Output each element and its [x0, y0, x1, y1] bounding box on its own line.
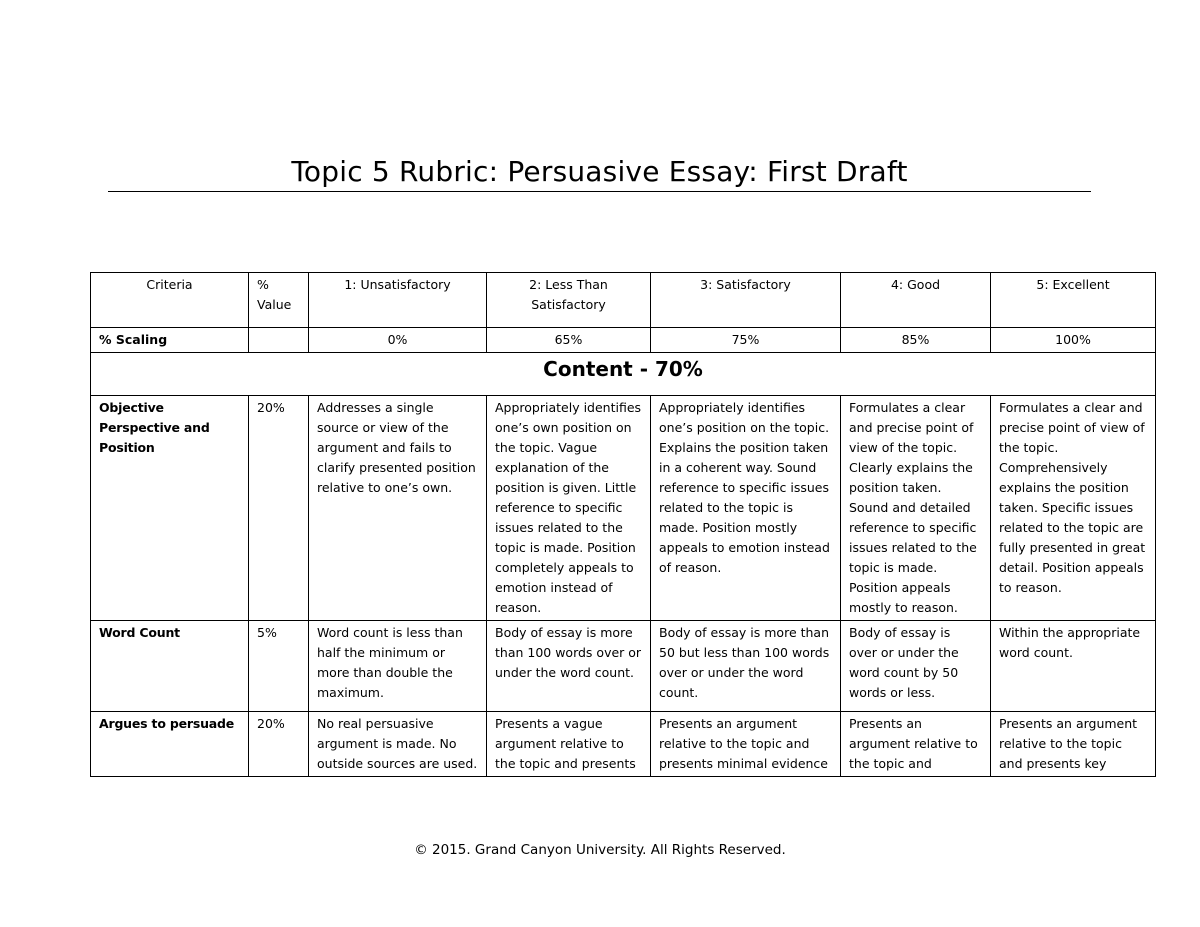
- row-value: 20%: [249, 396, 309, 621]
- row-level-4: Body of essay is over or under the word count by 50 words or less.: [841, 621, 991, 712]
- row-level-2: Presents a vague argument relative to the topic and presents: [487, 712, 651, 777]
- rubric-table: [90, 272, 1156, 777]
- scaling-label: % Scaling: [91, 328, 249, 353]
- header-criteria: Criteria: [91, 273, 249, 328]
- scaling-level-3: 75%: [651, 328, 841, 353]
- header-level-4: 4: Good: [841, 273, 991, 328]
- table-row: [91, 621, 1156, 712]
- row-level-1: Addresses a single source or view of the argument and fails to clarify presented position relative to one’s own.: [309, 396, 487, 621]
- row-level-5: Presents an argument relative to the topic and presents key: [991, 712, 1156, 777]
- row-value: 5%: [249, 621, 309, 712]
- header-level-1: 1: Unsatisfactory: [309, 273, 487, 328]
- section-row: [91, 353, 1156, 396]
- row-level-3: Appropriately identifies one’s position on the topic. Explains the position taken in a coherent way. Sound reference to specific issues related to the topic is made. Position mostly appeals to emotion instead of reason.: [651, 396, 841, 621]
- header-value: [249, 273, 309, 328]
- header-value-text: % Value: [257, 277, 292, 312]
- row-criteria: Objective Perspective and Position: [91, 396, 249, 621]
- row-level-2: Body of essay is more than 100 words over or under the word count.: [487, 621, 651, 712]
- row-level-4: Presents an argument relative to the topic and: [841, 712, 991, 777]
- row-level-1: Word count is less than half the minimum or more than double the maximum.: [309, 621, 487, 712]
- copyright-footer: © 2015. Grand Canyon University. All Rights Reserved.: [414, 842, 786, 858]
- row-level-2: Appropriately identifies one’s own position on the topic. Vague explanation of the position is given. Little reference to specific issues related to the topic is made. Position completely appeals to emotion instead of reason.: [487, 396, 651, 621]
- row-criteria: Word Count: [91, 621, 249, 712]
- row-level-5: Within the appropriate word count.: [991, 621, 1156, 712]
- row-criteria: Argues to persuade: [91, 712, 249, 777]
- scaling-level-2: 65%: [487, 328, 651, 353]
- title-underline: [108, 191, 1091, 192]
- table-row: [91, 396, 1156, 621]
- scaling-level-4: 85%: [841, 328, 991, 353]
- document-title: Topic 5 Rubric: Persuasive Essay: First Draft: [291, 155, 908, 188]
- scaling-row: [91, 328, 1156, 353]
- header-level-2: 2: Less Than Satisfactory: [487, 273, 651, 328]
- header-level-3: 3: Satisfactory: [651, 273, 841, 328]
- scaling-level-5: 100%: [991, 328, 1156, 353]
- scaling-level-1: 0%: [309, 328, 487, 353]
- section-heading: Content - 70%: [91, 353, 1156, 396]
- row-level-1: No real persuasive argument is made. No outside sources are used.: [309, 712, 487, 777]
- row-level-3: Body of essay is more than 50 but less than 100 words over or under the word count.: [651, 621, 841, 712]
- scaling-value: [249, 328, 309, 353]
- row-level-5: Formulates a clear and precise point of view of the topic. Comprehensively explains the position taken. Specific issues related to the topic are fully presented in great detail. Position appeals to reason.: [991, 396, 1156, 621]
- header-row: [91, 273, 1156, 328]
- row-level-4: Formulates a clear and precise point of view of the topic. Clearly explains the position taken. Sound and detailed reference to specific issues related to the topic is made. Position appeals mostly to reason.: [841, 396, 991, 621]
- header-level-5: 5: Excellent: [991, 273, 1156, 328]
- table-row: [91, 712, 1156, 777]
- row-value: 20%: [249, 712, 309, 777]
- row-level-3: Presents an argument relative to the topic and presents minimal evidence: [651, 712, 841, 777]
